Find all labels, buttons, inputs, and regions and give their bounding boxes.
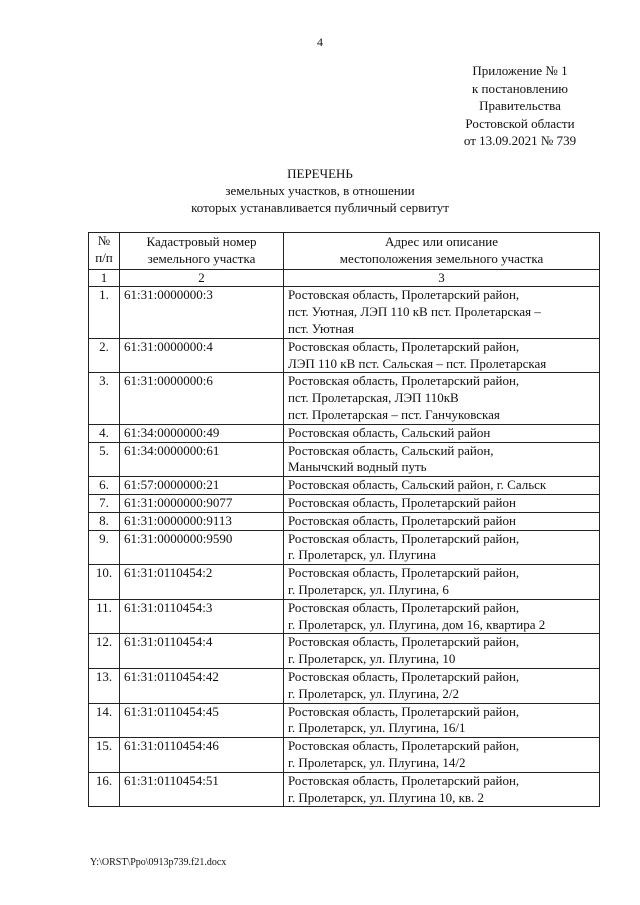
address-cell [284,424,600,442]
address-line: г. Пролетарск, ул. Плугина, 14/2 [288,754,466,770]
address-cell [284,738,600,773]
land-plots-table [88,232,600,807]
table-row [89,512,600,530]
page-number: 4 [317,35,323,49]
address-cell [284,565,600,600]
table-row [89,599,600,634]
header-address: Адрес или описание местоположения земельного участка [284,233,600,270]
table-row [89,338,600,373]
row-number: 12. [89,634,120,669]
address-line: г. Пролетарск, ул. Плугина, дом 16, квартира 2 [288,616,546,632]
cadastral-number: 61:31:0110454:45 [120,703,284,738]
document-title [0,165,640,216]
address-line: Ростовская область, Пролетарский район [288,494,516,510]
row-number: 7. [89,494,120,512]
cadastral-number: 61:57:0000000:21 [120,477,284,495]
address-line: Ростовская область, Сальский район, [288,442,494,458]
table-row [89,477,600,495]
table-row [89,442,600,477]
title-subline: которых устанавливается публичный сервитут [191,200,449,215]
table-row [89,424,600,442]
table-row [89,738,600,773]
table-row [89,668,600,703]
table-row [89,565,600,600]
cadastral-number: 61:31:0000000:6 [120,373,284,424]
cadastral-number: 61:31:0000000:9077 [120,494,284,512]
row-number: 16. [89,772,120,807]
address-line: пст. Уютная, ЛЭП 110 кВ пст. Пролетарская – [288,304,541,320]
appendix-line: к постановлению [471,80,569,96]
address-line: Ростовская область, Пролетарский район, [288,530,520,546]
column-index-row [89,269,600,287]
cadastral-number: 61:31:0110454:42 [120,668,284,703]
address-line: пст. Уютная [288,320,354,336]
column-index: 3 [284,269,600,287]
header-cadastral: Кадастровый номер земельного участка [120,233,284,270]
address-line: г. Пролетарск, ул. Плугина [288,547,436,563]
address-line: Ростовская область, Сальский район [288,424,491,440]
address-line: Ростовская область, Пролетарский район [288,512,516,528]
address-cell [284,287,600,338]
address-line: Ростовская область, Пролетарский район, [288,634,520,650]
row-number: 9. [89,530,120,565]
address-line: пст. Пролетарская – пст. Ганчуковская [288,406,500,422]
address-cell [284,634,600,669]
cadastral-number: 61:31:0000000:9113 [120,512,284,530]
table-row [89,287,600,338]
cadastral-number: 61:31:0110454:51 [120,772,284,807]
address-line: Ростовская область, Пролетарский район, [288,703,520,719]
address-cell [284,512,600,530]
table-row [89,634,600,669]
cadastral-number: 61:31:0000000:3 [120,287,284,338]
row-number: 15. [89,738,120,773]
row-number: 3. [89,373,120,424]
address-line: Ростовская область, Пролетарский район, [288,373,520,389]
address-cell [284,772,600,807]
title-heading: ПЕРЕЧЕНЬ [287,166,353,181]
address-line: Манычский водный путь [288,459,427,475]
cadastral-number: 61:31:0000000:4 [120,338,284,373]
row-number: 14. [89,703,120,738]
table-row [89,494,600,512]
row-number: 4. [89,424,120,442]
row-number: 10. [89,565,120,600]
table-row [89,772,600,807]
appendix-line: от 13.09.2021 № 739 [463,133,577,148]
table-row [89,530,600,565]
title-subline: земельных участков, в отношении [225,183,415,198]
header-num: № п/п [89,233,120,270]
address-line: г. Пролетарск, ул. Плугина 10, кв. 2 [288,789,485,805]
address-line: Ростовская область, Пролетарский район, [288,738,520,754]
address-cell [284,442,600,477]
cadastral-number: 61:31:0110454:3 [120,599,284,634]
address-cell [284,477,600,495]
table-row [89,703,600,738]
appendix-line: Ростовской области [465,115,575,131]
address-cell [284,703,600,738]
column-index: 2 [120,269,284,287]
address-cell [284,599,600,634]
address-line: г. Пролетарск, ул. Плугина, 16/1 [288,720,466,736]
address-cell [284,530,600,565]
address-line: г. Пролетарск, ул. Плугина, 10 [288,651,456,667]
address-line: Ростовская область, Пролетарский район, [288,599,520,615]
address-line: г. Пролетарск, ул. Плугина, 6 [288,581,449,597]
address-line: Ростовская область, Пролетарский район, [288,668,520,684]
row-number: 8. [89,512,120,530]
address-cell [284,668,600,703]
cadastral-number: 61:34:0000000:61 [120,442,284,477]
address-line: г. Пролетарск, ул. Плугина, 2/2 [288,685,459,701]
address-cell [284,494,600,512]
appendix-line: Приложение № 1 [472,63,568,78]
cadastral-number: 61:31:0000000:9590 [120,530,284,565]
address-line: Ростовская область, Пролетарский район, [288,772,520,788]
address-cell [284,338,600,373]
cadastral-number: 61:31:0110454:46 [120,738,284,773]
cadastral-number: 61:31:0110454:4 [120,634,284,669]
table-row [89,373,600,424]
row-number: 5. [89,442,120,477]
address-line: Ростовская область, Пролетарский район, [288,287,520,303]
address-cell [284,373,600,424]
cadastral-number: 61:31:0110454:2 [120,565,284,600]
appendix-header [440,62,600,150]
table-header-row [89,233,600,270]
address-line: Ростовская область, Пролетарский район, [288,565,520,581]
row-number: 1. [89,287,120,338]
cadastral-number: 61:34:0000000:49 [120,424,284,442]
column-index: 1 [89,269,120,287]
row-number: 2. [89,338,120,373]
row-number: 11. [89,599,120,634]
address-line: пст. Пролетарская, ЛЭП 110кВ [288,390,459,406]
address-line: Ростовская область, Пролетарский район, [288,338,520,354]
row-number: 6. [89,477,120,495]
address-line: ЛЭП 110 кВ пст. Сальская – пст. Пролетарская [288,355,547,371]
file-path-footer: Y:\ORST\Ppo\0913p739.f21.docx [90,857,227,868]
row-number: 13. [89,668,120,703]
appendix-line: Правительства [479,98,561,113]
address-line: Ростовская область, Сальский район, г. Сальск [288,477,547,493]
